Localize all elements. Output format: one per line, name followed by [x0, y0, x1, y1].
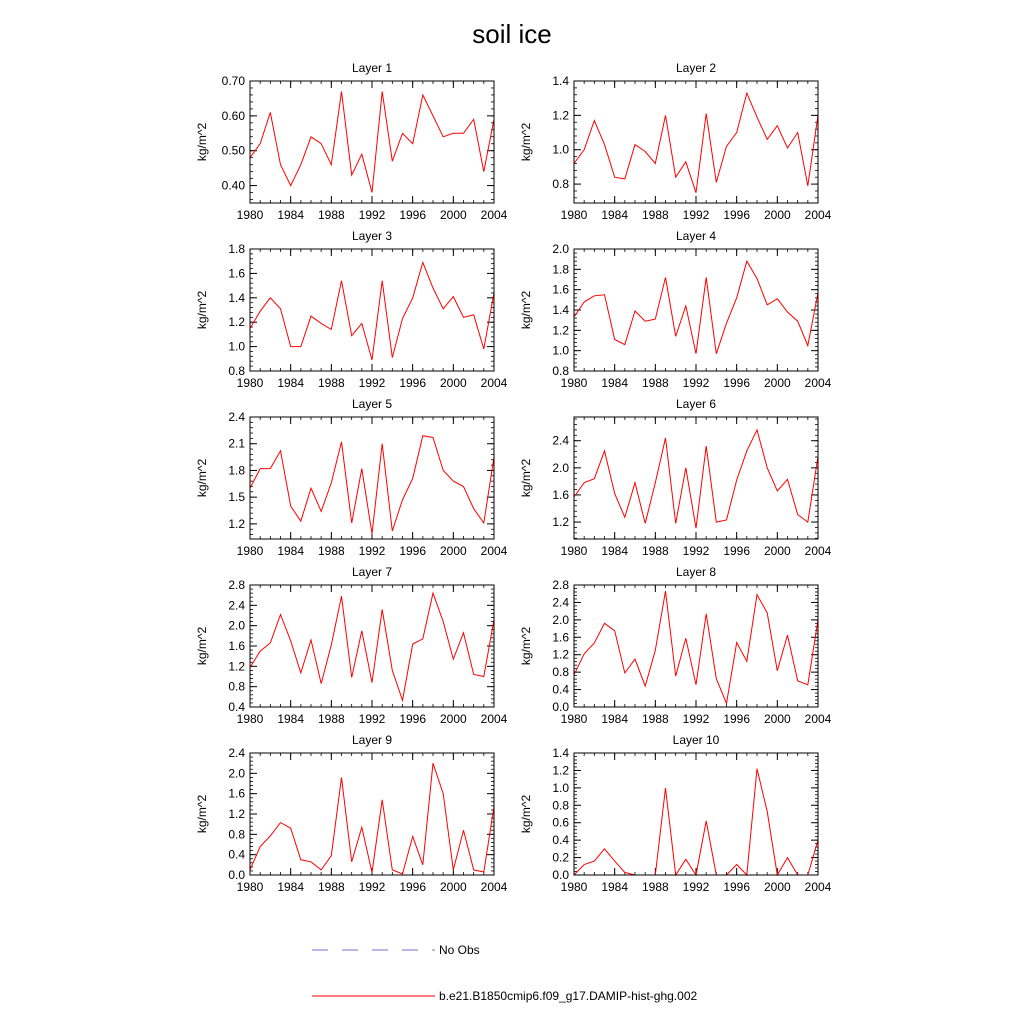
- x-tick-label: 1984: [277, 544, 305, 558]
- y-tick-label: 2.4: [228, 746, 245, 760]
- y-tick-label: 1.8: [552, 262, 569, 277]
- x-tick-label: 1996: [723, 712, 751, 726]
- y-tick-label: 1.6: [228, 786, 245, 801]
- y-tick-label: 1.6: [552, 487, 569, 502]
- x-tick-label: 1992: [682, 544, 710, 558]
- y-tick-label: 1.4: [552, 746, 569, 760]
- y-tick-label: 1.4: [552, 303, 569, 317]
- x-tick-label: 1984: [277, 208, 305, 222]
- y-tick-label: 0.4: [552, 833, 569, 848]
- x-tick-label: 1980: [560, 208, 588, 222]
- x-tick-label: 1992: [358, 376, 386, 390]
- x-tick-label: 1996: [399, 880, 427, 894]
- y-tick-label: 0.8: [552, 177, 569, 192]
- x-tick-label: 2004: [804, 376, 832, 390]
- x-tick-label: 1984: [601, 208, 629, 222]
- x-tick-label: 2004: [804, 712, 832, 726]
- panel-layer-8: [519, 565, 832, 726]
- x-tick-label: 2000: [763, 880, 791, 894]
- x-tick-label: 1980: [560, 544, 588, 558]
- panel-layer-2: [519, 61, 832, 222]
- y-tick-label: 1.6: [228, 639, 245, 653]
- x-tick-label: 1980: [560, 376, 588, 390]
- x-tick-label: 1988: [317, 712, 345, 726]
- panel-layer-7: [195, 565, 508, 726]
- y-tick-label: 0.8: [228, 364, 245, 378]
- y-axis-label: kg/m^2: [195, 458, 209, 498]
- y-tick-label: 1.2: [552, 515, 569, 530]
- y-tick-label: 0.6: [552, 815, 569, 830]
- x-tick-label: 1992: [682, 376, 710, 390]
- x-tick-label: 1988: [641, 880, 669, 894]
- x-tick-label: 1984: [277, 880, 305, 894]
- y-tick-label: 0.0: [552, 700, 569, 714]
- y-tick-label: 0.8: [228, 679, 245, 694]
- x-tick-label: 1984: [277, 376, 305, 390]
- x-tick-label: 2000: [439, 376, 467, 390]
- y-axis-label: kg/m^2: [519, 122, 533, 162]
- y-tick-label: 1.5: [228, 490, 245, 505]
- y-tick-label: 0.8: [552, 364, 569, 378]
- y-tick-label: 0.4: [228, 700, 245, 714]
- x-tick-label: 1992: [358, 208, 386, 222]
- x-tick-label: 2000: [763, 208, 791, 222]
- y-tick-label: 1.0: [228, 339, 245, 354]
- series-line: [574, 93, 818, 193]
- x-tick-label: 2004: [480, 712, 508, 726]
- x-tick-label: 2000: [763, 544, 791, 558]
- panel-layer-9: [195, 733, 508, 894]
- y-axis-label: kg/m^2: [519, 290, 533, 330]
- y-tick-label: 2.4: [552, 595, 569, 610]
- panel-title: Layer 5: [351, 397, 393, 411]
- panel-layer-1: [195, 61, 508, 222]
- y-tick-label: 1.0: [552, 142, 569, 157]
- x-tick-label: 1996: [723, 880, 751, 894]
- series-line: [250, 763, 494, 874]
- panel-title: Layer 3: [351, 229, 393, 243]
- panel-title: Layer 7: [351, 565, 393, 579]
- x-tick-label: 1992: [682, 880, 710, 894]
- y-tick-label: 0.4: [552, 682, 569, 697]
- y-tick-label: 1.2: [228, 659, 245, 674]
- y-tick-label: 1.0: [552, 780, 569, 795]
- y-axis-label: kg/m^2: [195, 290, 209, 330]
- y-tick-label: 1.2: [228, 516, 245, 531]
- plot-frame: [574, 585, 818, 707]
- x-tick-label: 1980: [236, 880, 264, 894]
- y-tick-label: 2.8: [228, 578, 245, 592]
- panel-title: Layer 10: [672, 733, 720, 747]
- panel-layer-4: [519, 229, 832, 390]
- y-tick-label: 2.0: [228, 766, 245, 781]
- panel-layer-3: [195, 229, 508, 390]
- y-tick-label: 2.0: [552, 460, 569, 475]
- x-tick-label: 1996: [399, 544, 427, 558]
- y-tick-label: 2.4: [228, 410, 245, 424]
- x-tick-label: 1996: [723, 376, 751, 390]
- x-tick-label: 1984: [601, 376, 629, 390]
- x-tick-label: 1988: [641, 208, 669, 222]
- y-tick-label: 2.0: [552, 612, 569, 627]
- series-line: [574, 591, 818, 703]
- panel-layer-6: [519, 397, 832, 558]
- x-tick-label: 1980: [236, 712, 264, 726]
- y-tick-label: 0.2: [552, 850, 569, 865]
- panel-title: Layer 2: [675, 61, 717, 75]
- x-tick-label: 1996: [399, 208, 427, 222]
- x-tick-label: 1988: [317, 544, 345, 558]
- x-tick-label: 1988: [317, 376, 345, 390]
- plot-frame: [250, 417, 494, 539]
- x-tick-label: 1980: [560, 880, 588, 894]
- y-tick-label: 1.2: [552, 763, 569, 778]
- y-axis-label: kg/m^2: [519, 794, 533, 834]
- y-axis-label: kg/m^2: [519, 458, 533, 498]
- y-tick-label: 2.1: [228, 436, 245, 451]
- x-tick-label: 1992: [358, 712, 386, 726]
- y-tick-label: 0.8: [552, 798, 569, 813]
- plot-frame: [250, 753, 494, 875]
- x-tick-label: 1988: [641, 544, 669, 558]
- x-tick-label: 1988: [641, 712, 669, 726]
- x-tick-label: 2004: [804, 544, 832, 558]
- y-axis-label: kg/m^2: [195, 794, 209, 834]
- y-axis-label: kg/m^2: [519, 626, 533, 666]
- panel-title: Layer 1: [351, 61, 393, 75]
- plot-frame: [250, 249, 494, 371]
- x-tick-label: 2000: [763, 712, 791, 726]
- y-tick-label: 1.6: [228, 266, 245, 281]
- y-tick-label: 0.50: [221, 143, 245, 158]
- y-tick-label: 2.4: [552, 433, 569, 448]
- panel-title: Layer 4: [675, 229, 717, 243]
- x-tick-label: 2000: [439, 208, 467, 222]
- y-tick-label: 0.8: [552, 665, 569, 680]
- x-tick-label: 2000: [763, 376, 791, 390]
- y-tick-label: 2.0: [552, 242, 569, 256]
- x-tick-label: 1996: [723, 208, 751, 222]
- plot-frame: [250, 585, 494, 707]
- x-tick-label: 1988: [317, 880, 345, 894]
- y-tick-label: 0.70: [221, 74, 245, 88]
- y-tick-label: 0.0: [228, 868, 245, 882]
- x-tick-label: 2004: [480, 544, 508, 558]
- x-tick-label: 2000: [439, 712, 467, 726]
- y-tick-label: 1.2: [228, 315, 245, 330]
- series-line: [574, 430, 818, 528]
- x-tick-label: 1992: [682, 208, 710, 222]
- x-tick-label: 1996: [723, 544, 751, 558]
- figure-title: soil ice: [472, 19, 552, 49]
- y-tick-label: 0.8: [228, 827, 245, 842]
- x-tick-label: 1980: [236, 208, 264, 222]
- panels-group: [195, 61, 832, 894]
- y-tick-label: 1.6: [552, 630, 569, 645]
- y-axis-label: kg/m^2: [195, 626, 209, 666]
- y-tick-label: 2.0: [228, 618, 245, 633]
- x-tick-label: 2004: [480, 880, 508, 894]
- series-line: [250, 262, 494, 360]
- y-tick-label: 0.60: [221, 108, 245, 123]
- legend-label-no-obs: No Obs: [439, 943, 480, 957]
- y-tick-label: 1.2: [552, 647, 569, 662]
- x-tick-label: 1996: [399, 712, 427, 726]
- x-tick-label: 2004: [804, 208, 832, 222]
- series-line: [250, 436, 494, 534]
- y-tick-label: 1.6: [552, 282, 569, 297]
- y-tick-label: 1.4: [552, 74, 569, 88]
- series-line: [574, 769, 818, 875]
- y-axis-label: kg/m^2: [195, 122, 209, 162]
- x-tick-label: 1992: [358, 544, 386, 558]
- x-tick-label: 2000: [439, 544, 467, 558]
- x-tick-label: 1980: [560, 712, 588, 726]
- y-tick-label: 1.2: [552, 323, 569, 338]
- plot-frame: [250, 81, 494, 203]
- legend: [312, 943, 697, 1003]
- series-line: [250, 92, 494, 193]
- y-tick-label: 1.2: [228, 807, 245, 821]
- x-tick-label: 1984: [601, 712, 629, 726]
- x-tick-label: 1980: [236, 376, 264, 390]
- panel-title: Layer 8: [675, 565, 717, 579]
- x-tick-label: 2004: [480, 208, 508, 222]
- panel-layer-5: [195, 397, 508, 558]
- x-tick-label: 1980: [236, 544, 264, 558]
- y-tick-label: 2.4: [228, 598, 245, 613]
- x-tick-label: 1988: [641, 376, 669, 390]
- y-tick-label: 1.8: [228, 463, 245, 478]
- panel-title: Layer 6: [675, 397, 717, 411]
- x-tick-label: 1984: [601, 544, 629, 558]
- panel-title: Layer 9: [351, 733, 393, 747]
- x-tick-label: 1984: [601, 880, 629, 894]
- y-tick-label: 0.40: [221, 178, 245, 193]
- legend-label-model: b.e21.B1850cmip6.f09_g17.DAMIP-hist-ghg.002: [439, 989, 698, 1003]
- y-tick-label: 2.8: [552, 578, 569, 592]
- y-tick-label: 0.0: [552, 868, 569, 882]
- y-tick-label: 0.4: [228, 847, 245, 862]
- x-tick-label: 1984: [277, 712, 305, 726]
- x-tick-label: 1992: [358, 880, 386, 894]
- x-tick-label: 1996: [399, 376, 427, 390]
- x-tick-label: 1988: [317, 208, 345, 222]
- x-tick-label: 2004: [804, 880, 832, 894]
- y-tick-label: 1.4: [228, 290, 245, 305]
- x-tick-label: 1992: [682, 712, 710, 726]
- x-tick-label: 2004: [480, 376, 508, 390]
- panel-layer-10: [519, 733, 832, 894]
- y-tick-label: 1.2: [552, 108, 569, 123]
- y-tick-label: 1.0: [552, 343, 569, 358]
- x-tick-label: 2000: [439, 880, 467, 894]
- series-line: [574, 261, 818, 354]
- y-tick-label: 1.8: [228, 242, 245, 256]
- series-line: [250, 593, 494, 700]
- plot-frame: [574, 81, 818, 203]
